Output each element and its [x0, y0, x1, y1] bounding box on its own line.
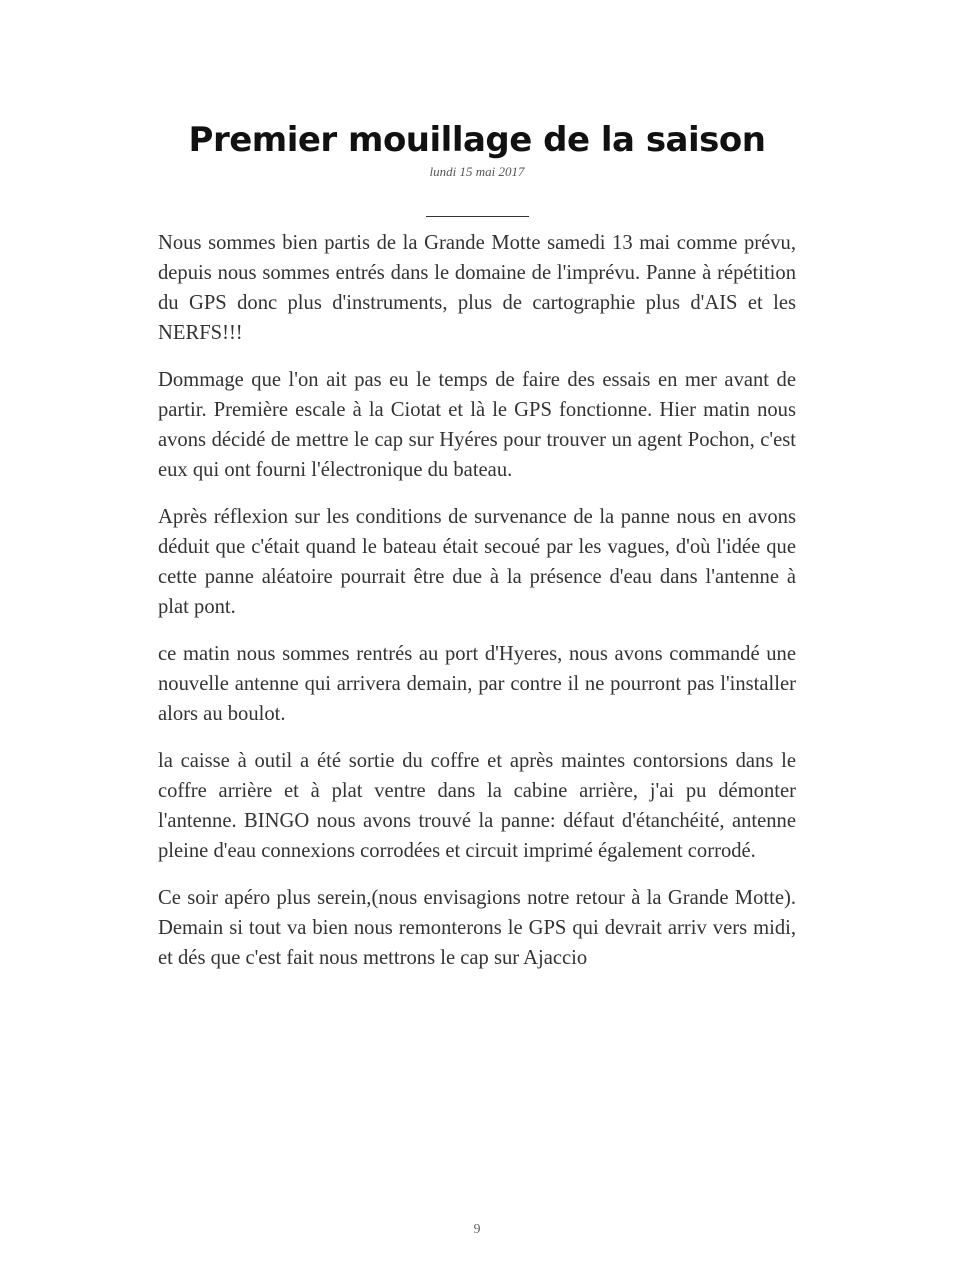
paragraph: Dommage que l'on ait pas eu le temps de faire des essais en mer avant de partir. Première escale à la Ciotat et là le GPS fonctionne. Hier matin nous avons décidé de mettre le cap sur Hyéres pour trouver un agent Pochon, c'est eux qui ont fourni l'électronique du bateau.: [158, 369, 796, 481]
paragraph: Après réflexion sur les conditions de survenance de la panne nous en avons déduit que c'était quand le bateau était secoué par les vagues, d'où l'idée que cette panne aléatoire pourrait être due à la présence d'eau dans l'antenne à plat pont.: [158, 506, 796, 618]
paragraph: Ce soir apéro plus serein,(nous envisagions notre retour à la Grande Motte). Demain si tout va bien nous remonterons le GPS qui devrait arriv vers midi, et dés que c'est fait nous mettrons le cap sur Ajaccio: [158, 887, 796, 969]
paragraph: la caisse à outil a été sortie du coffre et après maintes contorsions dans le coffre arrière et à plat ventre dans la cabine arrière, j'ai pu démonter l'antenne. BINGO nous avons trouvé la panne: défaut d'étanchéité, antenne pleine d'eau connexions corrodées et circuit imprimé également corrodé.: [158, 750, 796, 862]
page-number: 9: [473, 1222, 481, 1237]
paragraph: Nous sommes bien partis de la Grande Motte samedi 13 mai comme prévu, depuis nous sommes entrés dans le domaine de l'imprévu. Panne à répétition du GPS donc plus d'instruments, plus de cartographie plus d'AIS et les NERFS!!!: [158, 232, 796, 344]
paragraph: ce matin nous sommes rentrés au port d'Hyeres, nous avons commandé une nouvelle antenne qui arrivera demain, par contre il ne pourront pas l'installer alors au boulot.: [158, 643, 796, 725]
page-title: Premier mouillage de la saison: [188, 120, 766, 160]
post-date: lundi 15 mai 2017: [429, 164, 525, 179]
article-body: [158, 228, 796, 990]
title-separator: [426, 216, 529, 217]
